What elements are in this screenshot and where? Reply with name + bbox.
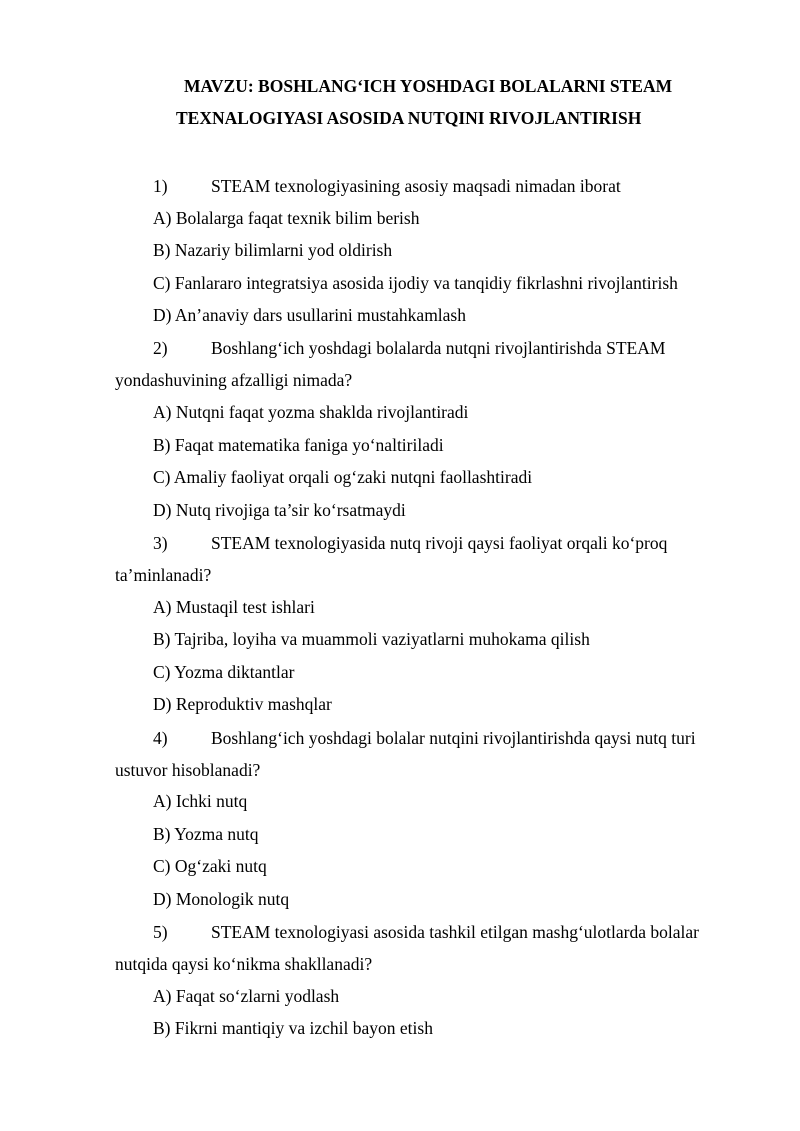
option-2d: D) Nutq rivojiga ta’sir ko‘rsatmaydi — [153, 500, 406, 520]
option-1c: C) Fanlararo integratsiya asosida ijodiy va tanqidiy fikrlashni rivojlantirish — [153, 273, 678, 293]
option-2a: A) Nutqni faqat yozma shaklda rivojlantiradi — [153, 402, 469, 422]
option-1b: B) Nazariy bilimlarni yod oldirish — [153, 240, 393, 260]
option-3b: B) Tajriba, loyiha va muammoli vaziyatlarni muhokama qilish — [153, 629, 590, 649]
option-1d: D) An’anaviy dars usullarini mustahkamlash — [153, 305, 466, 325]
question-number: 4) — [153, 728, 168, 748]
question-number: 3) — [153, 533, 168, 553]
question-text-cont: nutqida qaysi ko‘nikma shakllanadi? — [115, 954, 373, 974]
question-text-cont: yondashuvining afzalligi nimada? — [115, 370, 353, 390]
option-4b: B) Yozma nutq — [153, 824, 259, 844]
option-4d: D) Monologik nutq — [153, 889, 290, 909]
question-text-cont: ustuvor hisoblanadi? — [115, 760, 261, 780]
option-3c: C) Yozma diktantlar — [153, 662, 295, 682]
question-number: 1) — [153, 176, 168, 196]
option-3a: A) Mustaqil test ishlari — [153, 597, 315, 617]
question-text: Boshlang‘ich yoshdagi bolalar nutqini rivojlantirishda qaysi nutq turi — [211, 728, 696, 748]
option-5a: A) Faqat so‘zlarni yodlash — [153, 986, 340, 1006]
option-4c: C) Og‘zaki nutq — [153, 856, 267, 876]
question-text: Boshlang‘ich yoshdagi bolalarda nutqni rivojlantirishda STEAM — [211, 338, 666, 358]
option-2c: C) Amaliy faoliyat orqali og‘zaki nutqni faollashtiradi — [153, 467, 533, 487]
option-4a: A) Ichki nutq — [153, 791, 248, 811]
question-text-cont: ta’minlanadi? — [115, 565, 212, 585]
option-2b: B) Faqat matematika faniga yo‘naltiriladi — [153, 435, 444, 455]
question-number: 2) — [153, 338, 168, 358]
option-1a: A) Bolalarga faqat texnik bilim berish — [153, 208, 420, 228]
question-text: STEAM texnologiyasida nutq rivoji qaysi faoliyat orqali ko‘proq — [211, 533, 668, 553]
option-5b: B) Fikrni mantiqiy va izchil bayon etish — [153, 1018, 433, 1038]
option-3d: D) Reproduktiv mashqlar — [153, 694, 332, 714]
question-number: 5) — [153, 922, 168, 942]
question-text: STEAM texnologiyasining asosiy maqsadi nimadan iborat — [211, 176, 621, 196]
title-line-1: MAVZU: BOSHLANG‘ICH YOSHDAGI BOLALARNI STEAM — [184, 76, 673, 96]
question-text: STEAM texnologiyasi asosida tashkil etilgan mashg‘ulotlarda bolalar — [211, 922, 699, 942]
title-line-2: TEXNALOGIYASI ASOSIDA NUTQINI RIVOJLANTIRISH — [176, 108, 642, 128]
